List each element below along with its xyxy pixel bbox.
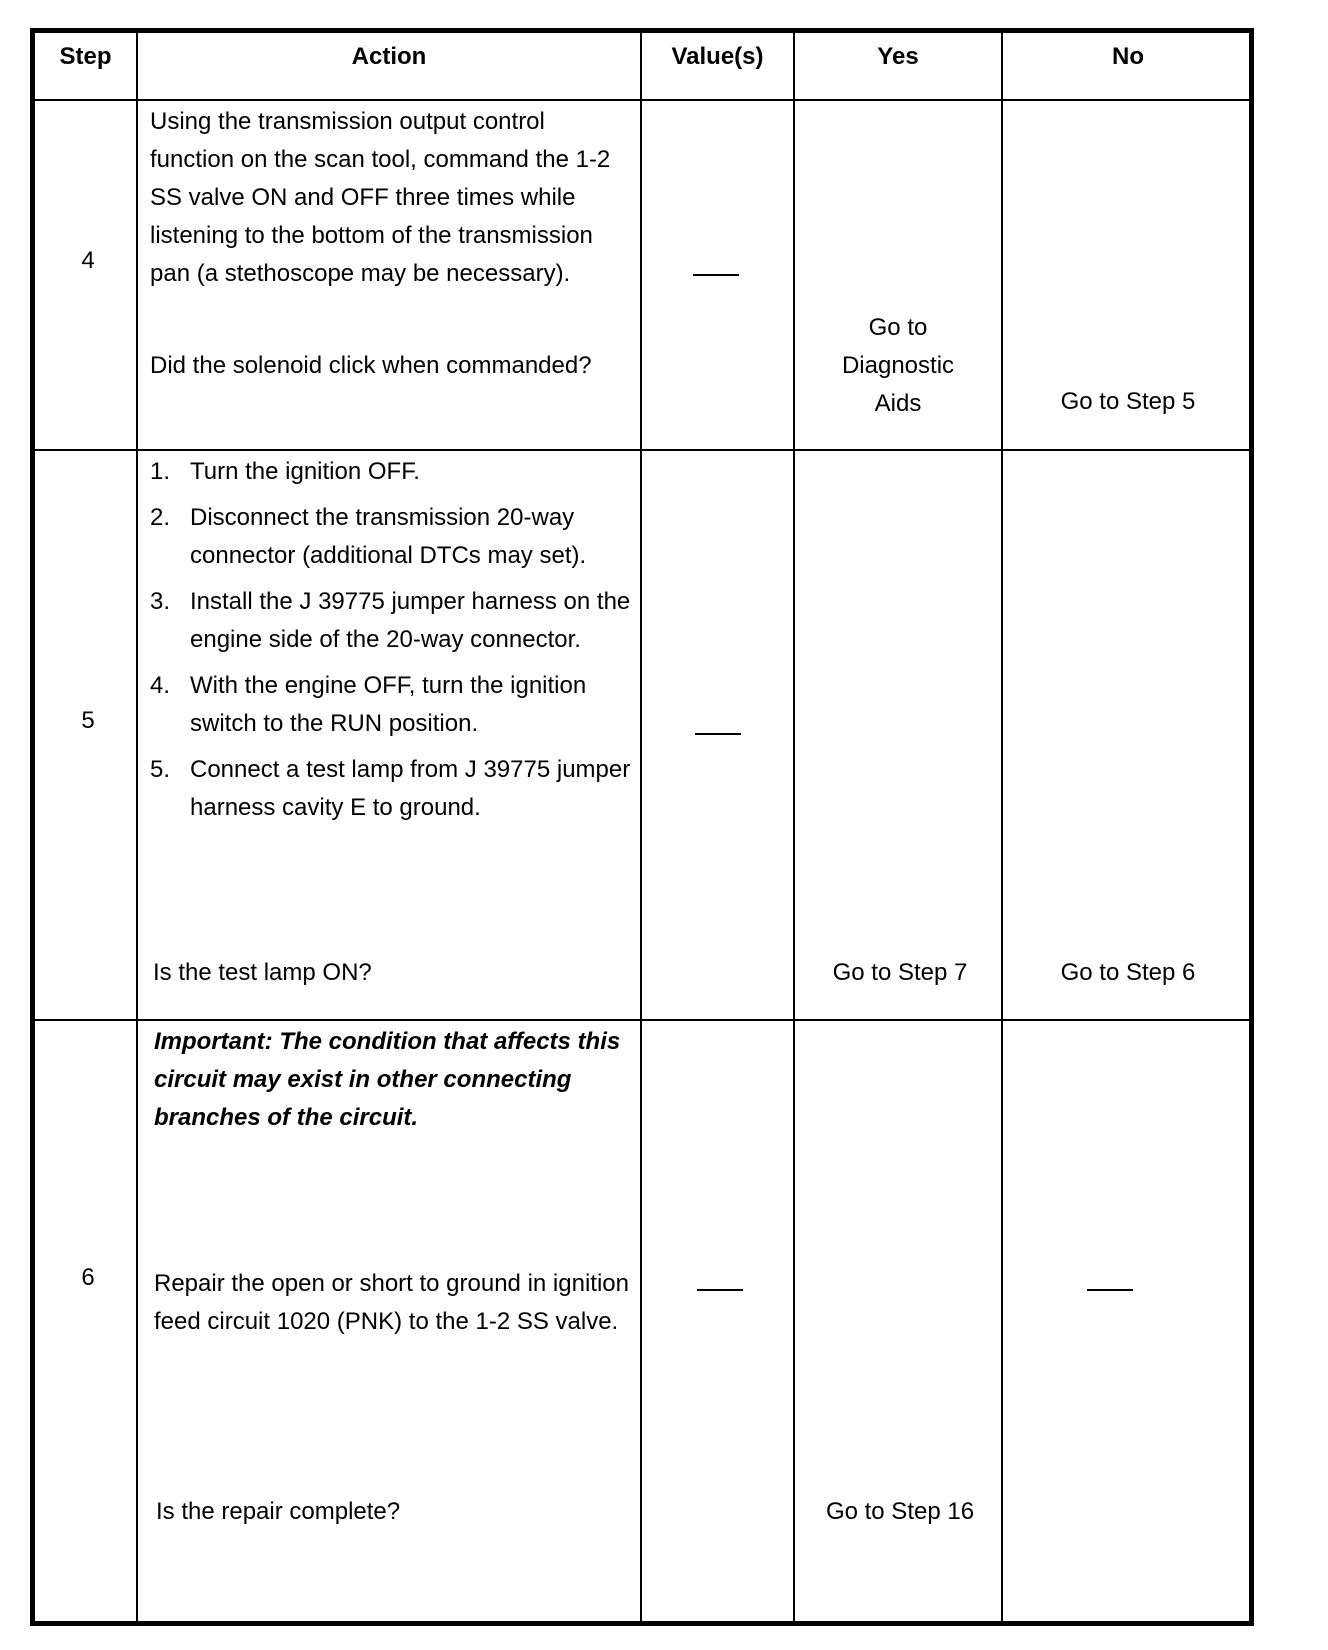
action-steps	[150, 453, 640, 835]
no-result: Go to Step 5	[1060, 388, 1196, 415]
value-dash	[697, 1289, 743, 1291]
header-no: No	[1112, 43, 1144, 70]
row-divider	[35, 99, 1249, 101]
value-dash	[695, 733, 741, 735]
list-text: Connect a test lamp from J 39775 jumper harness cavity E to ground.	[190, 756, 631, 821]
row-divider	[35, 449, 1249, 451]
column-divider	[1001, 33, 1003, 1621]
yes-result: Go to Step 7	[832, 959, 968, 986]
list-item	[150, 751, 640, 827]
action-text: Repair the open or short to ground in ignition feed circuit 1020 (PNK) to the 1-2 SS valve.	[154, 1270, 629, 1335]
step-number: 6	[81, 1264, 95, 1291]
list-item	[150, 583, 640, 659]
no-result: Go to Step 6	[1060, 959, 1196, 986]
list-number: 2.	[150, 504, 171, 531]
header-step: Step	[59, 43, 112, 70]
list-text: Turn the ignition OFF.	[190, 458, 420, 485]
list-item	[150, 499, 640, 575]
list-number: 4.	[150, 672, 171, 699]
list-text: Disconnect the transmission 20-way connector (additional DTCs may set).	[190, 504, 587, 569]
header-yes: Yes	[877, 43, 919, 70]
list-text: With the engine OFF, turn the ignition switch to the RUN position.	[190, 672, 587, 737]
diagnostic-table	[30, 28, 1254, 1626]
value-dash	[693, 274, 739, 276]
step-number: 4	[81, 247, 95, 274]
list-text: Install the J 39775 jumper harness on the engine side of the 20-way connector.	[190, 588, 631, 653]
list-number: 3.	[150, 588, 171, 615]
important-note: Important: The condition that affects this circuit may exist in other connecting branches of the circuit.	[154, 1028, 621, 1131]
action-text: Using the transmission output control function on the scan tool, command the 1-2 SS valve ON and OFF three times while listening to the bottom of the transmission pan (a stethoscope may be necessary).	[150, 108, 611, 287]
step-number: 5	[81, 707, 95, 734]
list-item	[150, 453, 640, 491]
list-item	[150, 667, 640, 743]
row-divider	[35, 1019, 1249, 1021]
header-action: Action	[351, 43, 427, 70]
header-values: Value(s)	[671, 43, 764, 70]
action-question: Is the test lamp ON?	[153, 959, 372, 986]
yes-result: Go to Step 16	[825, 1498, 975, 1525]
action-question: Is the repair complete?	[156, 1498, 401, 1525]
list-number: 5.	[150, 756, 171, 783]
column-divider	[640, 33, 642, 1621]
column-divider	[793, 33, 795, 1621]
yes-result: Go to Diagnostic Aids	[841, 314, 955, 417]
action-question: Did the solenoid click when commanded?	[150, 352, 592, 379]
list-number: 1.	[150, 458, 171, 485]
no-dash	[1087, 1289, 1133, 1291]
